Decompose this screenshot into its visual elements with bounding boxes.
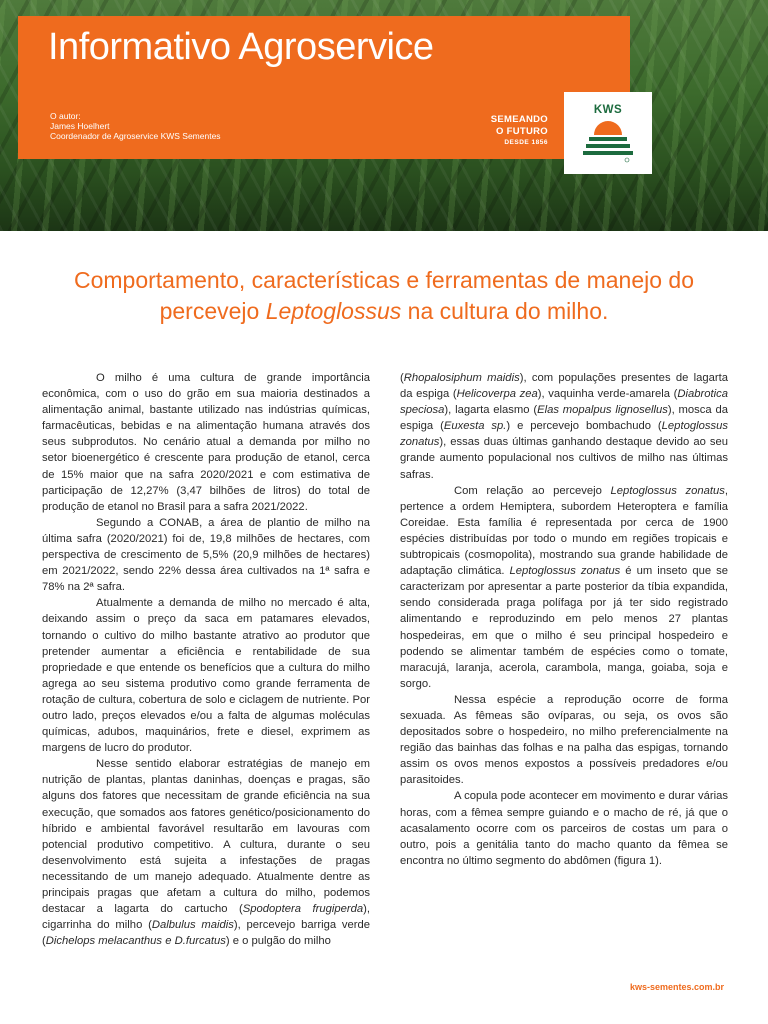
author-name: James Hoelhert [50, 121, 110, 131]
paragraph: Nesse sentido elaborar estratégias de manejo em nutrição de plantas, plantas daninhas, doenças e pragas, são alguns dos fatores que necessitam de grande eficiência na sua execução, que somados aos fatores genético/posicionamento do híbrido e ambiental favorável resultarão em lavouras com potencial produtivo competitivo. A cultura, durante o seu desenvolvimento está sujeita a infestações de pragas necessitando de um manejo adequado. Atualmente dentre as principais pragas que afetam a cultura do milho, podemos destacar a lagarta do cartucho (Spodoptera frugiperda), cigarrinha do milho (Dalbulus maidis), percevejo barriga verde (Dichelops melacanthus e D.furcatus) e o pulgão do milho [42, 758, 370, 948]
paragraph: Atualmente a demanda de milho no mercado é alta, deixando assim o preço da saca em patamares elevados, tornando o cultivo do milho bastante atrativo ao produtor que pretender aumentar a eficiência e rentabilidade de sua propriedade e que entende os benefícios que a cultura do milho agrega ao seu sistema produtivo como grande ferramenta de rotação de cultura, cobertura de solo e ciclagem de nutriente. Por outro lado, preços elevados e/ou a falta de algumas moléculas químicas, adubos, maquinários, frete e diesel, exprimem as margens de lucro do produtor. [42, 597, 370, 755]
slogan-line-2: O FUTURO [495, 126, 548, 137]
paragraph: (Rhopalosiphum maidis), com populações presentes de lagarta da espiga (Helicoverpa zea), vaquinha verde-amarela (Diabrotica speciosa), lagarta elasmo (Elas mopalpus lignosellus), mosca da espiga (Euxesta sp.) e percevejo bombachudo (Leptoglossus zonatus), essas duas últimas ganhando destaque devido ao seu grande aumento populacional nos cultivos de milho nas últimas safras. [400, 372, 728, 481]
headline-species: Leptoglossus [265, 298, 402, 324]
author-role: Coordenador de Agroservice KWS Sementes [50, 131, 221, 141]
kws-sun-field-icon [583, 118, 633, 164]
kws-logo [564, 92, 652, 174]
paragraph: A copula pode acontecer em movimento e durar várias horas, com a fêmea sempre guiando e o macho de ré, já que o acasalamento ocorre com os parceiros de costas um para o outro, pois a genitália tanto do macho quanto da fêmea se encontra no último segmento do abdômen (figura 1). [400, 790, 728, 867]
right-column [400, 370, 728, 869]
newsletter-title: Informativo Agroservice [48, 26, 434, 68]
author-label: O autor: [50, 111, 81, 121]
headline-text: Comportamento, características e ferramentas de manejo do percevejo [73, 267, 694, 324]
article-headline [40, 265, 728, 327]
paragraph: Segundo a CONAB, a área de plantio de milho na última safra (2020/2021) foi de, 19,8 milhões de hectares, com perspectiva de crescimento de 5,5% (20,9 milhões de hectares) em 2021/2022, sendo 22% dessa área cultivados na 1ª safra e 78% na 2ª safra. [42, 516, 370, 594]
slogan-line-3: DESDE 1856 [504, 139, 548, 146]
paragraph: O milho é uma cultura de grande importância econômica, com o uso do grão em sua maioria destinados a alimentação animal, bastante utilizado nas indústrias químicas, farmacêuticas, bebidas e na alimentação humana através dos seus subprodutos. No cenário atual a demanda por milho no setor bioenergético é crescente para produção de etanol, cerca de 15% maior que na safra 2020/2021 e com estimativa de participação de 12,27% (3,47 bilhões de litros) do total de produção de etanol no Brasil para a safra 2021/2022. [42, 372, 370, 513]
author-info [50, 111, 221, 141]
paragraph: Nessa espécie a reprodução ocorre de forma sexuada. As fêmeas são ovíparas, ou seja, os ovos são depositados sobre o hospedeiro, no milho preferencialmente na região das bainhas das folhas e na palha das espigas, tornando assim os ovos menos expostos a possíveis predadores e/ou parasitoides. [400, 693, 728, 787]
paragraph: Com relação ao percevejo Leptoglossus zonatus, pertence a ordem Hemiptera, subordem Heteroptera e família Coreidae. Esta família é representada por cerca de 1900 espécies distribuídas por todo o mundo em regiões tropicais e subtropicais (cosmopolita), mostrando sua grande habilidade de adaptação climática. Leptoglossus zonatus é um inseto que se caracterizam por apresentar a parte posterior da tíbia expandida, sendo considerada praga polífaga por já ter sido registrado alimentando e reproduzindo em pelo menos 27 plantas hospedeiras, em que o milho é seu principal hospedeiro e podendo se alimentar também de espécies como o tomate, maracujá, laranja, acerola, carambola, manga, goiaba, soja e sorgo. [400, 484, 729, 690]
headline-text-end: na cultura do milho. [401, 298, 609, 324]
left-column [42, 370, 370, 949]
website-link[interactable]: kws-sementes.com.br [629, 982, 724, 992]
corn-field-banner [0, 0, 768, 231]
logo-text: KWS [593, 104, 623, 116]
slogan [491, 114, 548, 147]
header-box [18, 16, 630, 159]
slogan-line-1: SEMEANDO [490, 114, 548, 125]
